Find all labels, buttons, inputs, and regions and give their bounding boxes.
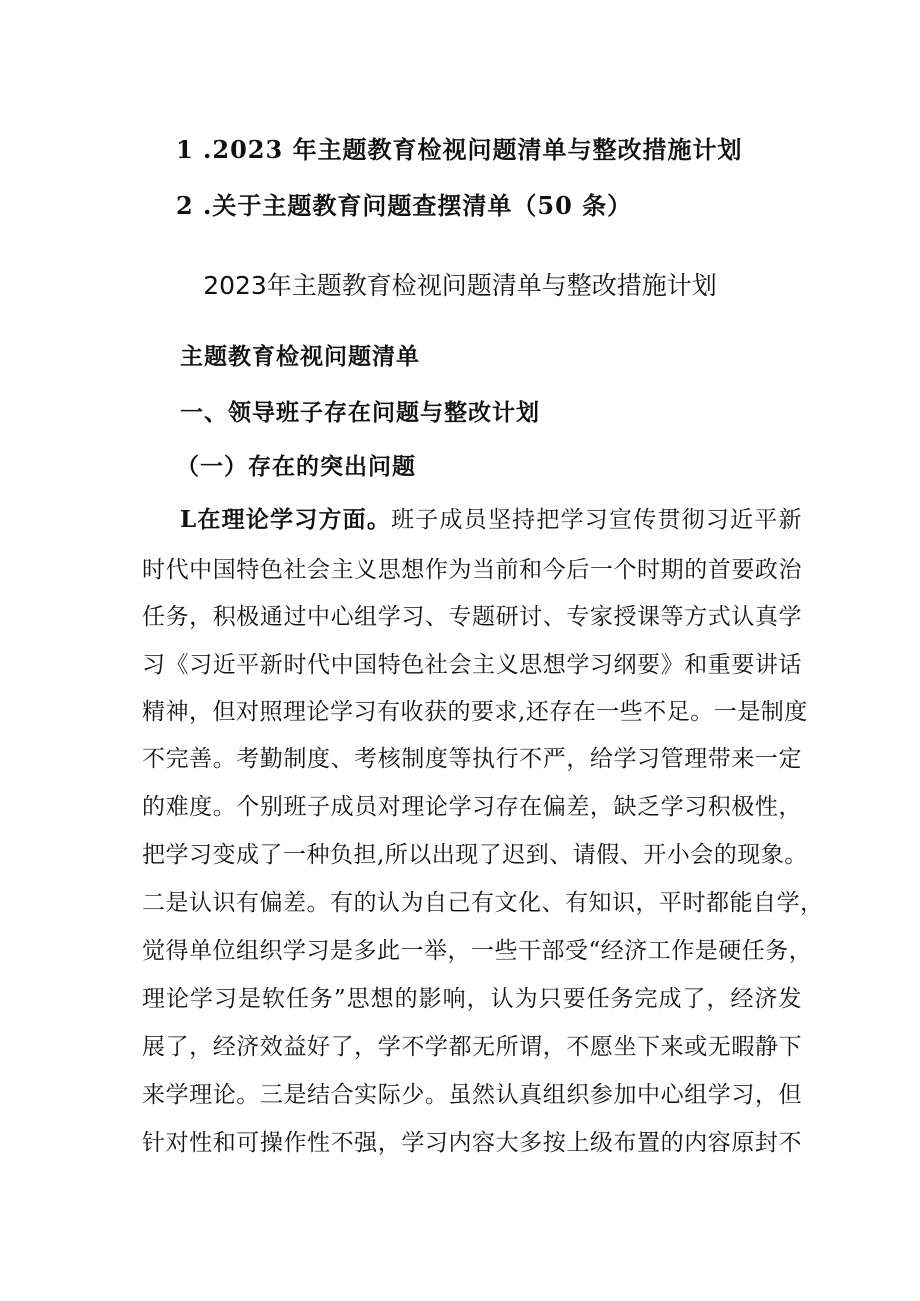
paragraph-line: 把学习变成了一种负担,所以出现了迟到、请假、开小会的现象。 bbox=[142, 842, 808, 868]
list-title: 主题教育检视问题清单 bbox=[180, 343, 420, 370]
toc-item-2: 2 .关于主题教育问题查摆清单（50 条） bbox=[176, 191, 633, 220]
paragraph-line: 不完善。考勤制度、考核制度等执行不严，给学习管理带来一定 bbox=[142, 746, 802, 772]
paragraph-line-1 bbox=[180, 505, 802, 535]
document-title: 2023年主题教育检视问题清单与整改措施计划 bbox=[203, 271, 717, 300]
paragraph-line: 任务，积极通过中心组学习、专题研讨、专家授课等方式认真学 bbox=[142, 604, 802, 630]
paragraph-line: 理论学习是软任务”思想的影响，认为只要任务完成了，经济发 bbox=[142, 986, 802, 1012]
paragraph-line: 习《习近平新时代中国特色社会主义思想学习纲要》和重要讲话 bbox=[142, 652, 802, 678]
paragraph-lead: L在理论学习方面。 bbox=[180, 506, 392, 533]
toc-item-1: 1 .2023 年主题教育检视问题清单与整改措施计划 bbox=[176, 135, 743, 164]
subsection-heading: （一）存在的突出问题 bbox=[176, 453, 416, 480]
section-heading: 一、领导班子存在问题与整改计划 bbox=[180, 399, 540, 426]
paragraph-line: 二是认识有偏差。有的认为自己有文化、有知识，平时都能自学， bbox=[142, 890, 824, 916]
paragraph-line: 精神，但对照理论学习有收获的要求,还存在一些不足。一是制度 bbox=[142, 699, 808, 725]
paragraph-line: 来学理论。三是结合实际少。虽然认真组织参加中心组学习，但 bbox=[142, 1082, 802, 1108]
paragraph-line: 时代中国特色社会主义思想作为当前和今后一个时期的首要政治 bbox=[142, 557, 802, 583]
paragraph-line: 针对性和可操作性不强，学习内容大多按上级布置的内容原封不 bbox=[142, 1130, 802, 1156]
paragraph-line: 展了，经济效益好了，学不学都无所谓，不愿坐下来或无暇静下 bbox=[142, 1034, 802, 1060]
paragraph-line: 觉得单位组织学习是多此一举，一些干部受“经济工作是硬任务， bbox=[142, 938, 813, 964]
paragraph-line: 的难度。个别班子成员对理论学习存在偏差，缺乏学习积极性， bbox=[142, 794, 802, 820]
paragraph-line-1-text: 班子成员坚持把学习宣传贯彻习近平新 bbox=[391, 507, 803, 533]
